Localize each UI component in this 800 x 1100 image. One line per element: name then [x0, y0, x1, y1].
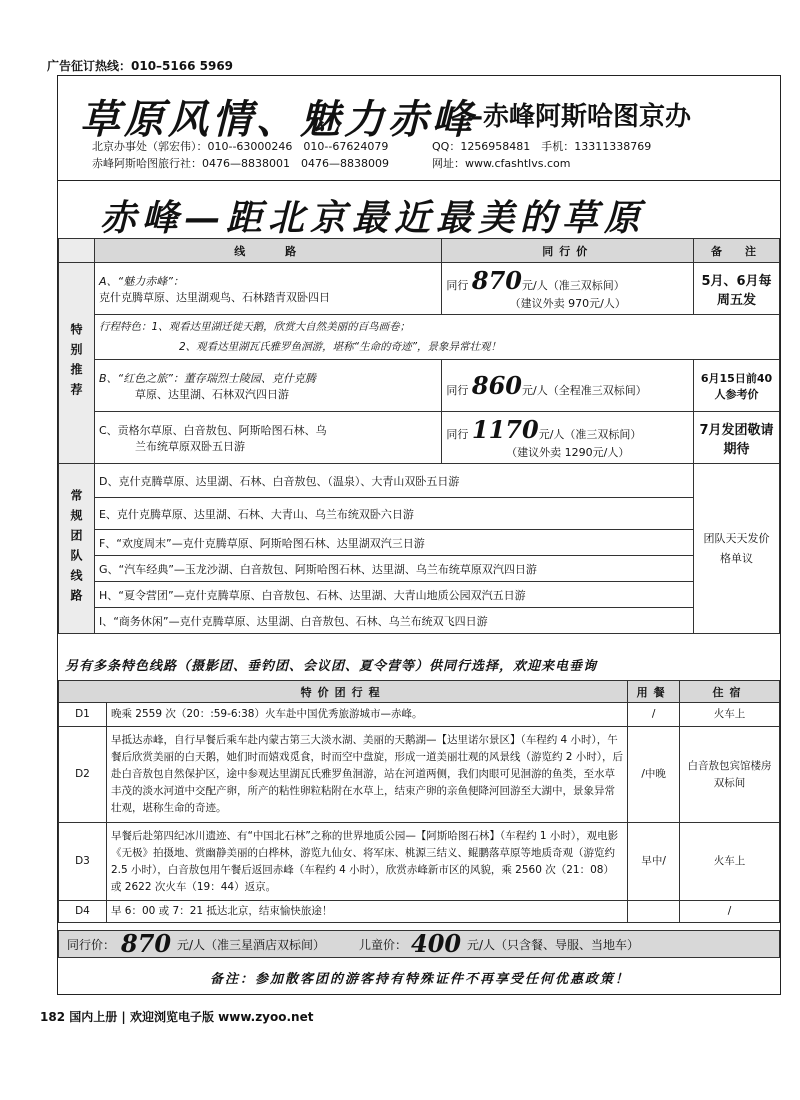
- day-2-meal: /中晚: [628, 727, 680, 823]
- route-E: E、克什克腾草原、达里湖、石林、大青山、乌兰布统双卧六日游: [94, 498, 693, 530]
- contact-left: [92, 138, 389, 172]
- price-bar-label: 同行价：: [67, 938, 116, 952]
- ad-hotline: 广告征订热线：010–5166 5969: [47, 59, 234, 73]
- price-C-suffix: 元/人（准三双标间）: [538, 428, 642, 441]
- route-D: D、克什克腾草原、达里湖、石林、白音敖包、（温泉）、大青山双卧五日游: [94, 464, 693, 498]
- qq-mobile: QQ：1256958481 手机：13311338769: [432, 140, 652, 153]
- price-A-advice: （建议外卖 970元/人）: [509, 297, 626, 310]
- day-1-label: D1: [59, 703, 107, 727]
- special-label: 特别推荐: [59, 263, 95, 464]
- slogan: 赤峰—距北京最近最美的草原: [100, 197, 647, 239]
- child-price-label: 儿童价：: [359, 938, 408, 952]
- price-A-prefix: 同行: [446, 279, 469, 292]
- price-B-suffix: 元/人（全程准三双标间）: [522, 384, 647, 397]
- route-head-blank: [59, 239, 95, 263]
- route-B-detail: 草原、达里湖、石林双汽四日游: [134, 387, 289, 401]
- office2-phones: 0476—8838001 0476—8838009: [202, 157, 389, 170]
- price-B: [442, 360, 694, 412]
- route-A-title: A、“魅力赤峰”：: [98, 274, 184, 288]
- price-head: 同行价: [442, 239, 694, 263]
- feature-1: 行程特色：1、观看达里湖迁徙天鹅，欣赏大自然美丽的百鸟画卷；: [98, 321, 411, 333]
- route-B-title: B、“红色之旅”：董存瑞烈士陵园、克什克腾: [98, 371, 316, 385]
- note-head: 备 注: [694, 239, 780, 263]
- note-A: 5月、6月每周五发: [694, 263, 780, 315]
- day-1-meal: /: [628, 703, 680, 727]
- itinerary-table: [58, 680, 780, 923]
- itin-head-meal: 用餐: [628, 681, 680, 703]
- price-A-suffix: 元/人（准三双标间）: [522, 279, 625, 292]
- price-bar-value: 870: [121, 929, 172, 958]
- day-4-text: 早 6：00 或 7：21 抵达北京，结束愉快旅途！: [106, 901, 627, 923]
- day-3-stay: 火车上: [680, 823, 780, 901]
- route-B: [94, 360, 441, 412]
- regular-label: 常规团队线路: [59, 464, 95, 634]
- route-A-detail: 克什克腾草原、达里湖观鸟、石林踏青双卧四日: [98, 290, 330, 304]
- header-title: 草原风情、魅力赤峰: [80, 96, 476, 143]
- note-C: 7月发团敬请期待: [694, 412, 780, 464]
- route-I: I、“商务休闲”—克什克腾草原、达里湖、白音敖包、石林、乌兰布统双飞四日游: [94, 608, 693, 634]
- footnote: 备注：参加散客团的游客持有特殊证件不再享受任何优惠政策！: [209, 972, 630, 987]
- website: 网址：www.cfashtlvs.com: [432, 157, 571, 170]
- day-1-stay: 火车上: [680, 703, 780, 727]
- feature-2: 2、观看达里湖瓦氏雅罗鱼洄游，堪称“生命的奇迹”，景象异常壮观！: [178, 341, 502, 353]
- route-C-title: C、贡格尔草原、白音敖包、阿斯哈图石林、乌: [98, 423, 327, 437]
- office1-label: 北京办事处（郭宏伟）：: [92, 140, 208, 153]
- child-price-value: 400: [411, 929, 462, 958]
- price-C-advice: （建议外卖 1290元/人）: [506, 446, 630, 459]
- more-routes: 另有多条特色线路（摄影团、垂钓团、会议团、夏令营等）供同行选择，欢迎来电垂询: [65, 659, 598, 674]
- features: [94, 315, 779, 360]
- day-4-stay: /: [680, 901, 780, 923]
- note-B: 6月15日前40人参考价: [694, 360, 780, 412]
- price-B-prefix: 同行: [446, 384, 469, 397]
- day-3-label: D3: [59, 823, 107, 901]
- price-bar-suffix: 元/人（准三星酒店双标间）: [177, 938, 326, 952]
- day-1-text: 晚乘 2559 次（20：:59-6:38）火车赴中国优秀旅游城市—赤峰。: [106, 703, 627, 727]
- child-price-suffix: 元/人（只含餐、导服、当地车）: [467, 938, 640, 952]
- price-A: [442, 263, 694, 315]
- day-3-text: 早餐后赴第四纪冰川遗迹、有“中国北石林”之称的世界地质公园—【阿斯哈图石林】（车程约 1 小时），观电影《无极》拍摄地、赏幽静美丽的白桦林，游览九仙女、将军床、桃源三结义、鲲鹏落草原等地质奇观（游览约 2.5 小时），白音敖包用午餐后返回赤峰（车程约 4 小时），欣赏赤峰新市区的风貌，乘 2560 次（21：08）或 2622 次火车（19：44）返京。: [106, 823, 627, 901]
- route-A: [94, 263, 441, 315]
- regular-note: 团队天天发价格单议: [694, 464, 780, 634]
- day-3-meal: 早中/: [628, 823, 680, 901]
- day-2-stay: 白音敖包宾馆楼房双标间: [680, 727, 780, 823]
- contact-right: [432, 138, 651, 172]
- day-4-label: D4: [59, 901, 107, 923]
- itin-head-stay: 住宿: [680, 681, 780, 703]
- route-table: [58, 238, 780, 634]
- route-G: G、“汽车经典”—玉龙沙湖、白音敖包、阿斯哈图石林、达里湖、乌兰布统草原双汽四日游: [94, 556, 693, 582]
- header-subtitle: –赤峰阿斯哈图京办: [470, 102, 692, 132]
- page-footer: 182 国内上册 | 欢迎浏览电子版 www.zyoo.net: [40, 1010, 314, 1024]
- price-C: [442, 412, 694, 464]
- day-4-meal: [628, 901, 680, 923]
- day-2-label: D2: [59, 727, 107, 823]
- office2-label: 赤峰阿斯哈图旅行社：: [92, 157, 202, 170]
- route-head: 线 路: [94, 239, 441, 263]
- price-bar: [58, 930, 780, 958]
- header-divider: [57, 180, 781, 181]
- office1-phones: 010--63000246 010--67624079: [207, 140, 389, 153]
- price-A-value: 870: [471, 266, 523, 295]
- price-C-value: 1170: [471, 415, 539, 444]
- route-C: [94, 412, 441, 464]
- day-2-text: 早抵达赤峰，自行早餐后乘车赴内蒙古第三大淡水湖、美丽的天鹅湖—【达里诺尔景区】（车程约 4 小时），午餐后欣赏美丽的白天鹅，她们时而嬉戏觅食，时而空中盘旋，形成一道美丽壮观的风景线（游览约 2 小时），后赴白音敖包自然保护区，途中参观达里湖瓦氏雅罗鱼洄游，站在河道两侧，我们肉眼可见洄游的鱼类，至水草丰茂的淡水河道中交配产卵，所产的粘性卵粒粘附在水草上，结束产卵的亲鱼便降河回游至大湖中，景象异常壮观，堪称生命的奇迹。: [106, 727, 627, 823]
- price-B-value: 860: [471, 371, 523, 400]
- route-F: F、“欢度周末”—克什克腾草原、阿斯哈图石林、达里湖双汽三日游: [94, 530, 693, 556]
- route-H: H、“夏令营团”—克什克腾草原、白音敖包、石林、达里湖、大青山地质公园双汽五日游: [94, 582, 693, 608]
- itin-head-main: 特价团行程: [59, 681, 628, 703]
- route-C-detail: 兰布统草原双卧五日游: [134, 439, 245, 453]
- price-C-prefix: 同行: [446, 428, 469, 441]
